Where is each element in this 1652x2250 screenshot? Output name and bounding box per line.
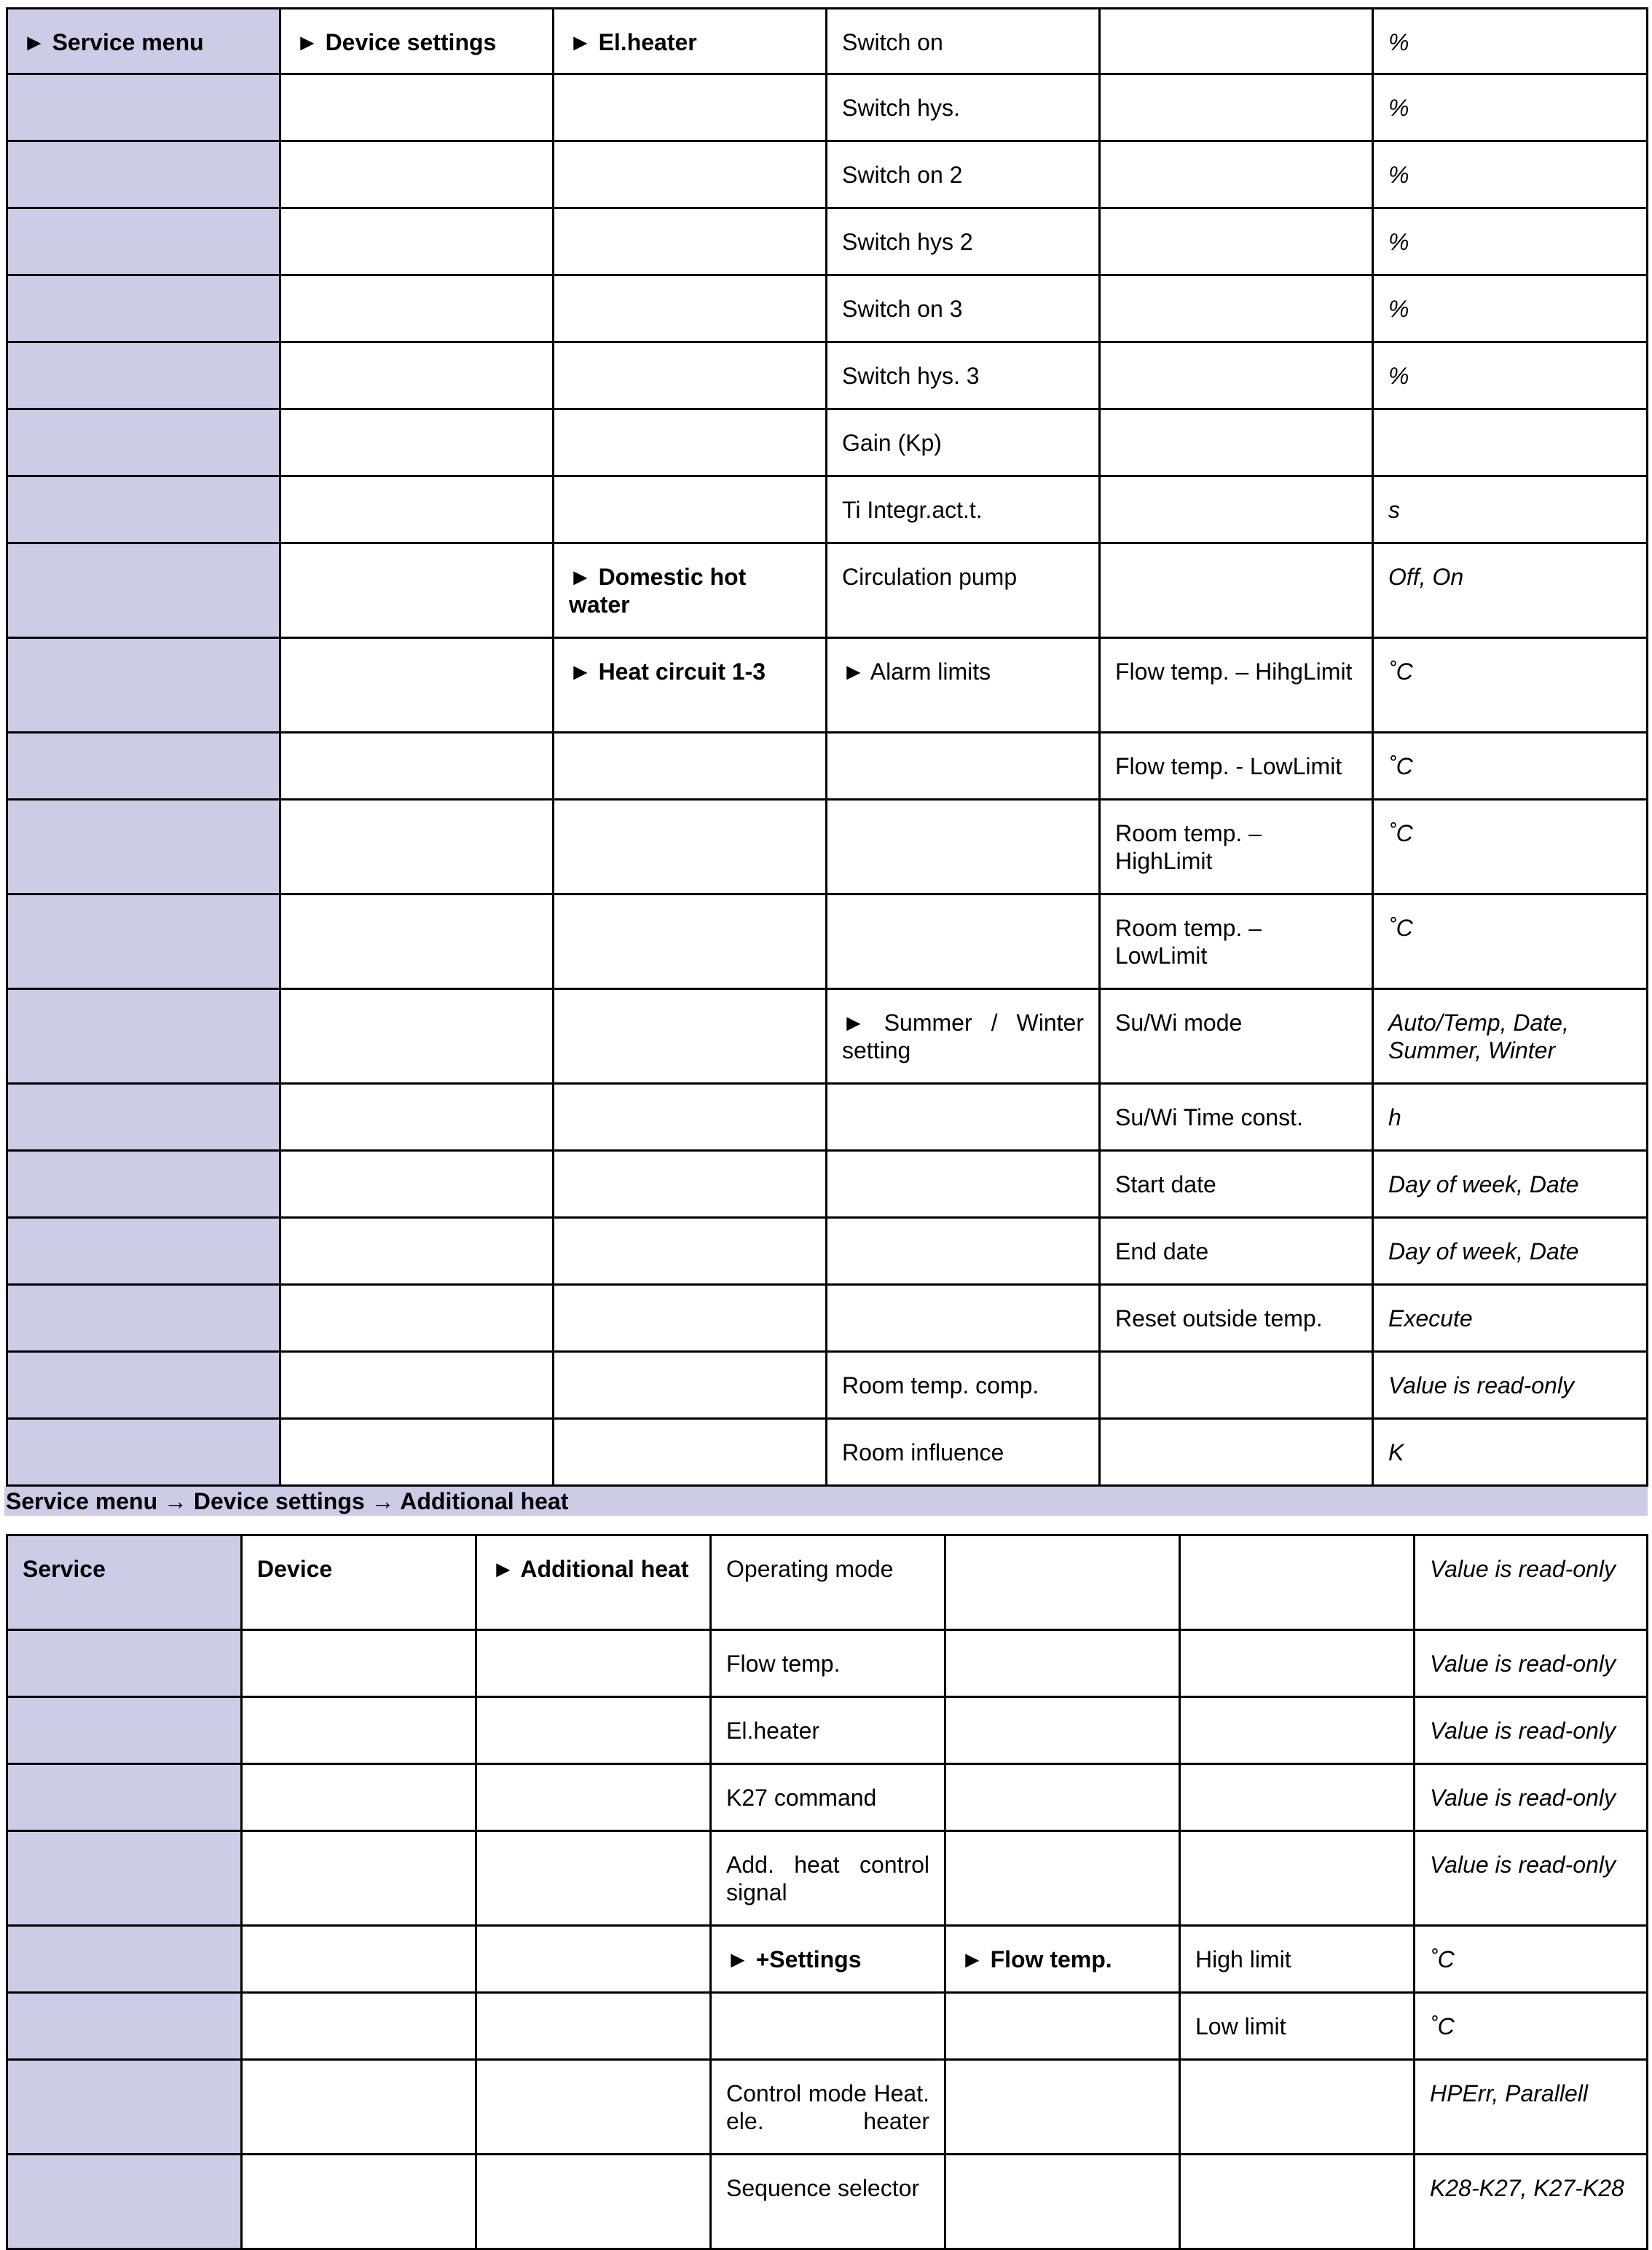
setting-cell: Switch on	[827, 9, 1100, 74]
menu-level-2-cell	[280, 275, 554, 342]
setting-cell: Add. heat control signal	[711, 1831, 945, 1926]
sub-sub-setting-cell	[1180, 1831, 1415, 1926]
setting-cell: Gain (Kp)	[827, 409, 1100, 476]
menu-level-1-cell	[7, 1352, 280, 1419]
sub-setting-cell: Start date	[1100, 1151, 1373, 1218]
table-row	[7, 543, 1648, 638]
table-row	[7, 476, 1648, 543]
table-row	[7, 800, 1648, 894]
menu-level-3-cell	[554, 733, 827, 800]
menu-level-3-cell	[476, 1926, 711, 1993]
menu-level-1-cell	[7, 74, 280, 141]
table-row	[7, 1535, 1648, 1630]
setting-cell	[827, 800, 1100, 894]
menu-level-2-cell	[280, 1151, 554, 1218]
sub-sub-setting-cell	[1180, 2060, 1415, 2155]
menu-level-3-cell: ► Domestic hot water	[554, 543, 827, 638]
menu-level-1-cell	[7, 342, 280, 409]
value-range-cell: Value is read-only	[1415, 1630, 1648, 1697]
menu-level-1-cell	[7, 800, 280, 894]
sub-sub-setting-cell	[1180, 1535, 1415, 1630]
setting-cell: Room influence	[827, 1419, 1100, 1486]
menu-level-1-cell	[7, 1084, 280, 1151]
setting-cell: ► Summer / Winter setting	[827, 989, 1100, 1084]
menu-level-3-cell: ► Additional heat	[476, 1535, 711, 1630]
menu-level-3-cell	[476, 1697, 711, 1764]
menu-level-2-cell	[280, 342, 554, 409]
table-row	[7, 2155, 1648, 2249]
setting-cell: Switch hys. 3	[827, 342, 1100, 409]
value-range-cell: %	[1373, 9, 1648, 74]
value-range-cell: Execute	[1373, 1285, 1648, 1352]
sub-setting-cell: Su/Wi mode	[1100, 989, 1373, 1084]
menu-level-1-cell	[7, 141, 280, 208]
menu-level-3-cell	[554, 989, 827, 1084]
value-range-cell	[1373, 409, 1648, 476]
menu-level-3-cell	[554, 1084, 827, 1151]
table-row	[7, 342, 1648, 409]
setting-cell	[711, 1993, 945, 2060]
value-range-cell: %	[1373, 74, 1648, 141]
setting-cell	[827, 1285, 1100, 1352]
menu-level-2-cell	[280, 1084, 554, 1151]
sub-setting-cell	[945, 1630, 1180, 1697]
menu-level-2-cell	[280, 543, 554, 638]
table-row	[7, 275, 1648, 342]
menu-level-1-cell	[7, 638, 280, 733]
sub-setting-cell: Reset outside temp.	[1100, 1285, 1373, 1352]
menu-level-1-cell	[7, 1630, 242, 1697]
menu-level-2-cell	[242, 2060, 476, 2155]
sub-setting-cell	[1100, 9, 1373, 74]
value-range-cell: K28-K27, K27-K28	[1415, 2155, 1648, 2249]
value-range-cell: ˚C	[1373, 733, 1648, 800]
menu-level-2-cell	[280, 1285, 554, 1352]
setting-cell: Switch hys 2	[827, 208, 1100, 275]
menu-level-1-cell	[7, 1764, 242, 1831]
table-row	[7, 1764, 1648, 1831]
value-range-cell: Value is read-only	[1373, 1352, 1648, 1419]
sub-setting-cell	[945, 1697, 1180, 1764]
sub-sub-setting-cell	[1180, 2155, 1415, 2249]
menu-level-2-cell	[242, 1993, 476, 2060]
setting-cell: Flow temp.	[711, 1630, 945, 1697]
value-range-cell: Value is read-only	[1415, 1764, 1648, 1831]
sub-sub-setting-cell	[1180, 1764, 1415, 1831]
setting-cell: Control mode Heat. ele. heater	[711, 2060, 945, 2155]
menu-level-2-cell	[280, 1218, 554, 1285]
menu-level-3-cell	[554, 476, 827, 543]
setting-cell: Ti Integr.act.t.	[827, 476, 1100, 543]
table-row	[7, 1697, 1648, 1764]
table-row	[7, 1285, 1648, 1352]
sub-setting-cell: Room temp. – LowLimit	[1100, 894, 1373, 989]
setting-cell	[827, 1218, 1100, 1285]
menu-level-1-cell	[7, 2060, 242, 2155]
sub-sub-setting-cell: High limit	[1180, 1926, 1415, 1993]
setting-cell: Circulation pump	[827, 543, 1100, 638]
additional-heat-table	[6, 1534, 1648, 2250]
menu-level-3-cell: ► Heat circuit 1-3	[554, 638, 827, 733]
menu-level-2-cell	[280, 409, 554, 476]
menu-level-2-cell	[242, 2155, 476, 2249]
menu-level-3-cell	[554, 894, 827, 989]
table-row	[7, 1084, 1648, 1151]
sub-setting-cell	[1100, 275, 1373, 342]
menu-level-2-cell	[280, 141, 554, 208]
value-range-cell: h	[1373, 1084, 1648, 1151]
setting-cell: Sequence selector	[711, 2155, 945, 2249]
menu-level-3-cell	[554, 208, 827, 275]
value-range-cell: HPErr, Parallell	[1415, 2060, 1648, 2155]
value-range-cell: Day of week, Date	[1373, 1151, 1648, 1218]
sub-setting-cell	[945, 1535, 1180, 1630]
service-menu-table	[6, 7, 1648, 1487]
value-range-cell: s	[1373, 476, 1648, 543]
menu-level-3-cell	[554, 342, 827, 409]
menu-level-3-cell	[554, 1151, 827, 1218]
menu-level-1-cell	[7, 208, 280, 275]
menu-level-2-cell	[242, 1697, 476, 1764]
menu-level-1-cell	[7, 409, 280, 476]
value-range-cell: Value is read-only	[1415, 1697, 1648, 1764]
menu-level-2-cell	[280, 1352, 554, 1419]
menu-level-3-cell	[476, 1630, 711, 1697]
sub-setting-cell	[1100, 141, 1373, 208]
menu-level-2-cell	[280, 476, 554, 543]
sub-setting-cell	[945, 1831, 1180, 1926]
sub-setting-cell: ► Flow temp.	[945, 1926, 1180, 1993]
menu-level-1-cell	[7, 1151, 280, 1218]
menu-level-2-cell	[242, 1630, 476, 1697]
setting-cell: Room temp. comp.	[827, 1352, 1100, 1419]
sub-setting-cell: Flow temp. – HihgLimit	[1100, 638, 1373, 733]
menu-level-1-cell	[7, 476, 280, 543]
value-range-cell: ˚C	[1373, 638, 1648, 733]
menu-level-2-cell: ► Device settings	[280, 9, 554, 74]
table-row	[7, 1151, 1648, 1218]
menu-level-1-cell: ► Service menu	[7, 9, 280, 74]
menu-level-3-cell	[476, 1764, 711, 1831]
sub-setting-cell	[1100, 74, 1373, 141]
setting-cell	[827, 733, 1100, 800]
menu-level-1-cell	[7, 1697, 242, 1764]
value-range-cell: Auto/Temp, Date, Summer, Winter	[1373, 989, 1648, 1084]
menu-level-2-cell: Device	[242, 1535, 476, 1630]
menu-level-1-cell	[7, 989, 280, 1084]
menu-level-3-cell	[476, 2060, 711, 2155]
value-range-cell: %	[1373, 342, 1648, 409]
sub-setting-cell: Flow temp. - LowLimit	[1100, 733, 1373, 800]
sub-setting-cell	[1100, 1419, 1373, 1486]
value-range-cell: Value is read-only	[1415, 1831, 1648, 1926]
menu-level-3-cell	[554, 1285, 827, 1352]
menu-level-2-cell	[280, 638, 554, 733]
section-header-additional-heat: Service menu → Device settings → Additional heat	[4, 1487, 1648, 1516]
menu-level-3-cell	[554, 141, 827, 208]
setting-cell: Switch on 3	[827, 275, 1100, 342]
menu-level-1-cell	[7, 2155, 242, 2249]
menu-level-1-cell	[7, 733, 280, 800]
table-row	[7, 208, 1648, 275]
table-row	[7, 989, 1648, 1084]
menu-level-3-cell	[476, 1831, 711, 1926]
value-range-cell: K	[1373, 1419, 1648, 1486]
menu-level-3-cell	[554, 1419, 827, 1486]
value-range-cell: %	[1373, 208, 1648, 275]
setting-cell: K27 command	[711, 1764, 945, 1831]
table-row	[7, 2060, 1648, 2155]
table-row	[7, 74, 1648, 141]
setting-cell: Switch hys.	[827, 74, 1100, 141]
sub-setting-cell	[1100, 543, 1373, 638]
value-range-cell: %	[1373, 275, 1648, 342]
table-row	[7, 1993, 1648, 2060]
menu-level-1-cell: Service	[7, 1535, 242, 1630]
sub-sub-setting-cell	[1180, 1697, 1415, 1764]
sub-setting-cell: Su/Wi Time const.	[1100, 1084, 1373, 1151]
sub-setting-cell	[1100, 342, 1373, 409]
menu-level-2-cell	[280, 800, 554, 894]
menu-level-2-cell	[280, 894, 554, 989]
setting-cell	[827, 1151, 1100, 1218]
menu-level-1-cell	[7, 1926, 242, 1993]
sub-sub-setting-cell	[1180, 1630, 1415, 1697]
value-range-cell: Day of week, Date	[1373, 1218, 1648, 1285]
menu-level-2-cell	[242, 1764, 476, 1831]
menu-level-3-cell	[554, 800, 827, 894]
setting-cell: El.heater	[711, 1697, 945, 1764]
table-row	[7, 1419, 1648, 1486]
value-range-cell: ˚C	[1373, 894, 1648, 989]
menu-level-3-cell	[476, 1993, 711, 2060]
setting-cell	[827, 1084, 1100, 1151]
sub-setting-cell	[945, 1764, 1180, 1831]
menu-level-3-cell	[554, 74, 827, 141]
value-range-cell: Value is read-only	[1415, 1535, 1648, 1630]
table-row	[7, 9, 1648, 74]
setting-cell: Switch on 2	[827, 141, 1100, 208]
sub-setting-cell	[945, 2155, 1180, 2249]
table-row	[7, 638, 1648, 733]
setting-cell	[827, 894, 1100, 989]
menu-level-2-cell	[242, 1926, 476, 1993]
menu-level-3-cell: ► El.heater	[554, 9, 827, 74]
sub-setting-cell: End date	[1100, 1218, 1373, 1285]
table-row	[7, 1630, 1648, 1697]
menu-level-2-cell	[280, 733, 554, 800]
menu-level-3-cell	[554, 1218, 827, 1285]
menu-level-1-cell	[7, 543, 280, 638]
sub-setting-cell	[1100, 208, 1373, 275]
menu-level-1-cell	[7, 1285, 280, 1352]
menu-level-1-cell	[7, 1993, 242, 2060]
value-range-cell: Off, On	[1373, 543, 1648, 638]
menu-level-1-cell	[7, 275, 280, 342]
menu-level-2-cell	[280, 208, 554, 275]
table-row	[7, 1926, 1648, 1993]
table-row	[7, 1352, 1648, 1419]
sub-sub-setting-cell: Low limit	[1180, 1993, 1415, 2060]
sub-setting-cell	[945, 2060, 1180, 2155]
setting-cell: ► +Settings	[711, 1926, 945, 1993]
menu-level-3-cell	[554, 409, 827, 476]
sub-setting-cell	[945, 1993, 1180, 2060]
menu-level-2-cell	[280, 74, 554, 141]
value-range-cell: ˚C	[1415, 1993, 1648, 2060]
menu-level-2-cell	[280, 989, 554, 1084]
table-row	[7, 894, 1648, 989]
setting-cell: ► Alarm limits	[827, 638, 1100, 733]
table-row	[7, 733, 1648, 800]
sub-setting-cell: Room temp. – HighLimit	[1100, 800, 1373, 894]
menu-level-2-cell	[280, 1419, 554, 1486]
value-range-cell: ˚C	[1415, 1926, 1648, 1993]
menu-level-1-cell	[7, 894, 280, 989]
sub-setting-cell	[1100, 1352, 1373, 1419]
menu-level-2-cell	[242, 1831, 476, 1926]
menu-level-1-cell	[7, 1218, 280, 1285]
menu-level-3-cell	[554, 1352, 827, 1419]
value-range-cell: ˚C	[1373, 800, 1648, 894]
table-row	[7, 1218, 1648, 1285]
value-range-cell: %	[1373, 141, 1648, 208]
table-row	[7, 1831, 1648, 1926]
table-row	[7, 141, 1648, 208]
sub-setting-cell	[1100, 476, 1373, 543]
menu-level-1-cell	[7, 1419, 280, 1486]
sub-setting-cell	[1100, 409, 1373, 476]
menu-level-1-cell	[7, 1831, 242, 1926]
table-row	[7, 409, 1648, 476]
setting-cell: Operating mode	[711, 1535, 945, 1630]
menu-level-3-cell	[554, 275, 827, 342]
menu-level-3-cell	[476, 2155, 711, 2249]
